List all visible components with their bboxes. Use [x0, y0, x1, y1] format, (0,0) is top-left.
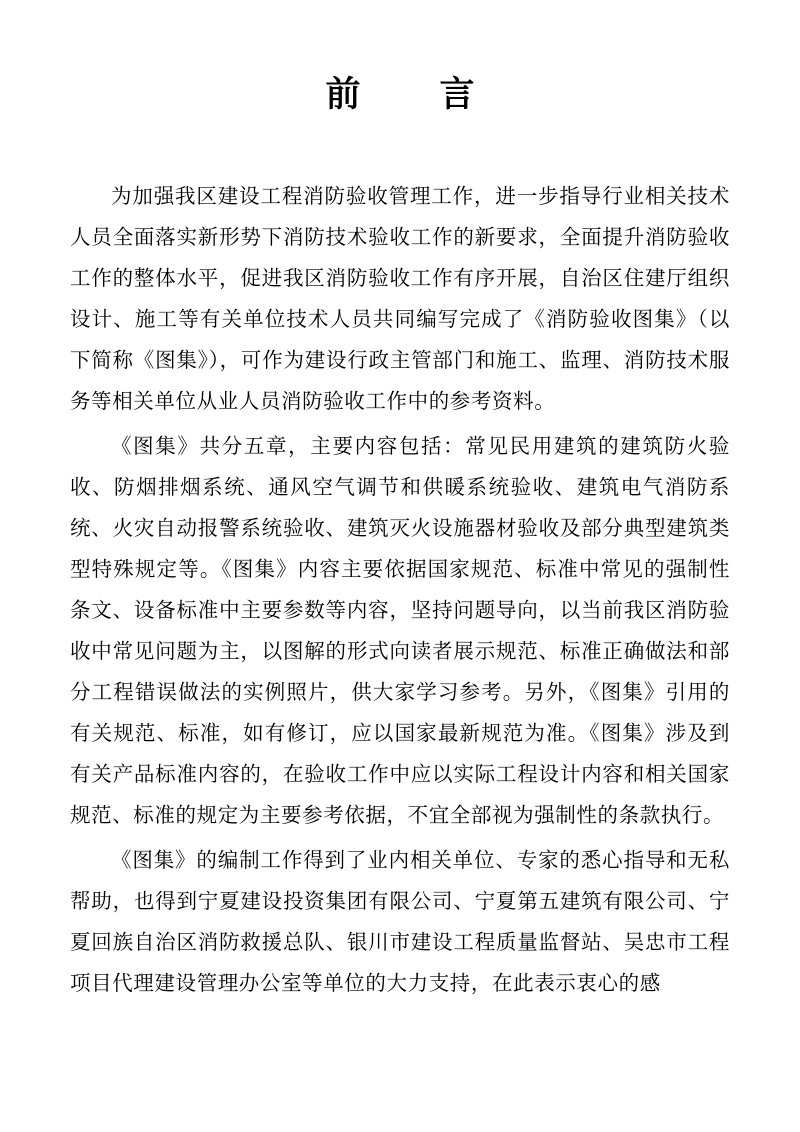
paragraph: 《图集》的编制工作得到了业内相关单位、专家的悉心指导和无私帮助，也得到宁夏建设投资集团有限公司、宁夏第五建筑有限公司、宁夏回族自治区消防救援总队、银川市建设工程质量监督站、吴忠市工程项目代理建设管理办公室等单位的大力支持，在此表示衷心的感	[70, 847, 730, 995]
document-body	[70, 176, 730, 1004]
paragraph: 为加强我区建设工程消防验收管理工作，进一步指导行业相关技术人员全面落实新形势下消防技术验收工作的新要求，全面提升消防验收工作的整体水平，促进我区消防验收工作有序开展，自治区住建厅组织设计、施工等有关单位技术人员共同编写完成了《消防验收图集》（以下简称《图集》），可作为建设行政主管部门和施工、监理、消防技术服务等相关单位从业人员消防验收工作中的参考资料。	[70, 183, 730, 413]
paragraph: 《图集》共分五章，主要内容包括：常见民用建筑的建筑防火验收、防烟排烟系统、通风空气调节和供暖系统验收、建筑电气消防系统、火灾自动报警系统验收、建筑灭火设施器材验收及部分典型建筑类型特殊规定等。《图集》内容主要依据国家规范、标准中常见的强制性条文、设备标准中主要参数等内容，坚持问题导向，以当前我区消防验收中常见问题为主，以图解的形式向读者展示规范、标准正确做法和部分工程错误做法的实例照片，供大家学习参考。另外，《图集》引用的有关规范、标准，如有修订，应以国家最新规范为准。《图集》涉及到有关产品标准内容的，在验收工作中应以实际工程设计内容和相关国家规范、标准的规定为主要参考依据，不宜全部视为强制性的条款执行。	[70, 433, 730, 827]
page-title: 前 言	[325, 74, 497, 115]
